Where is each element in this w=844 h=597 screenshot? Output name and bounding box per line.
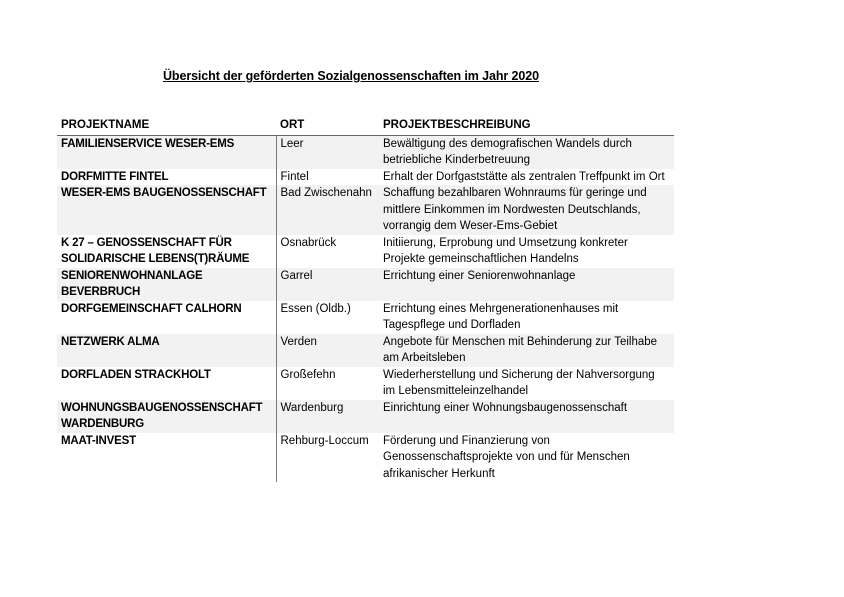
projects-table <box>57 115 674 482</box>
table-row <box>57 268 674 301</box>
project-name: MAAT-INVEST <box>61 434 136 447</box>
table-row <box>57 235 674 268</box>
project-name: NETZWERK ALMA <box>57 334 276 367</box>
table-row <box>57 433 674 483</box>
project-location: Rehburg-Loccum <box>276 433 379 483</box>
project-description: Erhalt der Dorfgaststätte als zentralen Treffpunkt im Ort <box>383 170 665 183</box>
project-description: Angebote für Menschen mit Behinderung zur Teilhabe am Arbeitsleben <box>379 334 674 367</box>
project-description: Errichtung eines Mehrgenerationenhauses mit Tagespflege und Dorfladen <box>383 302 619 331</box>
header-projektname: PROJEKTNAME <box>57 115 276 135</box>
project-location: Osnabrück <box>276 235 379 268</box>
table-row <box>57 301 674 334</box>
project-name: FAMILIENSERVICE WESER-EMS <box>57 135 276 169</box>
project-location: Großefehn <box>276 367 379 400</box>
header-projektbeschreibung: PROJEKTBESCHREIBUNG <box>379 115 674 135</box>
project-location: Wardenburg <box>276 400 379 433</box>
project-name: WESER-EMS BAUGENOSSENSCHAFT <box>57 185 276 235</box>
project-name: DORFMITTE FINTEL <box>61 170 169 183</box>
page-title: Übersicht der geförderten Sozialgenossenschaften im Jahr 2020 <box>163 69 539 83</box>
project-name: DORFLADEN STRACKHOLT <box>61 368 211 381</box>
table-header-row <box>57 115 674 135</box>
table-row <box>57 169 674 186</box>
project-location: Essen (Oldb.) <box>276 301 379 334</box>
table-row <box>57 367 674 400</box>
project-location: Bad Zwischenahn <box>276 185 379 235</box>
project-description: Bewältigung des demografischen Wandels durch betriebliche Kinderbetreuung <box>379 135 674 169</box>
project-description: Schaffung bezahlbaren Wohnraums für geringe und mittlere Einkommen im Nordwesten Deutschlands, vorrangig dem Weser-Ems-Gebiet <box>379 185 674 235</box>
header-ort: ORT <box>276 115 379 135</box>
project-description: Wiederherstellung und Sicherung der Nahversorgung im Lebensmitteleinzelhandel <box>383 368 655 397</box>
project-name: WOHNUNGSBAUGENOSSENSCHAFT WARDENBURG <box>57 400 276 433</box>
project-name: SENIORENWOHNANLAGE BEVERBRUCH <box>57 268 276 301</box>
table-row <box>57 400 674 433</box>
project-name: DORFGEMEINSCHAFT CALHORN <box>61 302 242 315</box>
project-location: Verden <box>276 334 379 367</box>
project-description: Errichtung einer Seniorenwohnanlage <box>379 268 674 301</box>
table-row <box>57 135 674 169</box>
table-row <box>57 334 674 367</box>
project-description: Förderung und Finanzierung von Genossenschaftsprojekte von und für Menschen afrikanischer Herkunft <box>383 434 630 480</box>
project-description: Initiierung, Erprobung und Umsetzung konkreter Projekte gemeinschaftlichen Handelns <box>383 236 628 265</box>
project-name: K 27 – GENOSSENSCHAFT FÜR SOLIDARISCHE LEBENS(T)RÄUME <box>61 236 250 265</box>
project-description: Einrichtung einer Wohnungsbaugenossenschaft <box>379 400 674 433</box>
table-row <box>57 185 674 235</box>
project-location: Garrel <box>276 268 379 301</box>
project-location: Leer <box>276 135 379 169</box>
project-location: Fintel <box>276 169 379 186</box>
